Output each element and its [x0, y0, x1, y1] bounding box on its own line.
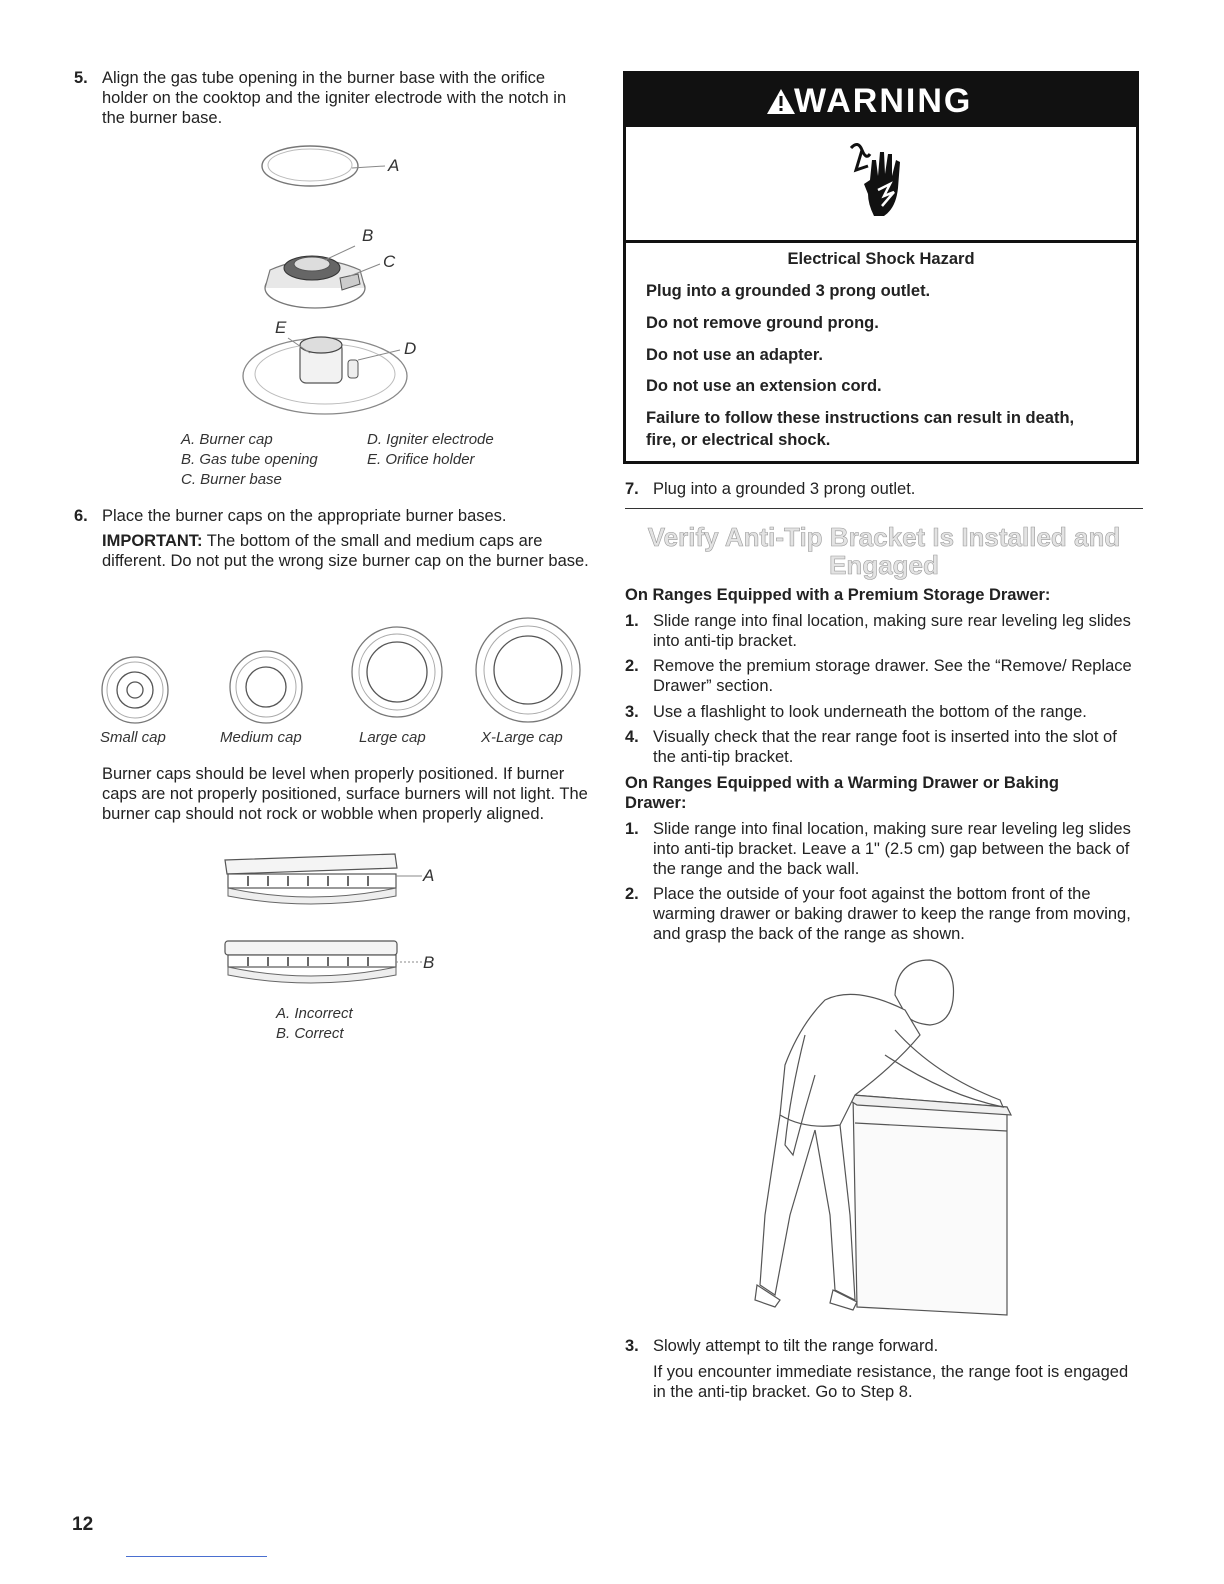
burner-caps-figure	[90, 615, 590, 725]
warning-divider	[626, 240, 1136, 243]
legend-item: B. Correct	[276, 1025, 344, 1042]
figure-label-c: C	[383, 252, 396, 271]
figure-label-d: D	[404, 339, 417, 358]
step-number: 1.	[625, 820, 639, 838]
cap-label-xlarge: X-Large cap	[481, 729, 563, 746]
hazard-line: Do not use an adapter.	[646, 346, 823, 364]
premium-step-2	[625, 656, 1137, 698]
premium-step-3	[625, 702, 1137, 724]
step-text: Remove the premium storage drawer. See the “Remove/ Replace Drawer” section.	[653, 657, 1132, 695]
burner-cap-drawing	[262, 146, 358, 186]
step-text: Visually check that the rear range foot is inserted into the slot of the anti-tip bracket.	[653, 728, 1117, 766]
footer-rule	[126, 1556, 267, 1557]
hazard-title: Electrical Shock Hazard	[787, 250, 975, 268]
figure-label-b: B	[362, 226, 374, 245]
legend-item: C. Burner base	[181, 471, 282, 488]
legend-item: D. Igniter electrode	[367, 431, 494, 448]
figure-2-legend	[276, 1004, 436, 1044]
warning-triangle-icon	[766, 88, 796, 115]
paragraph-text: Burner caps should be level when properly positioned. If burner caps are not properly positioned, surface burners will not light. The burner cap should not rock or wobble when properly aligned.	[102, 765, 588, 823]
hazard-line: Do not remove ground prong.	[646, 314, 879, 332]
step-number: 4.	[625, 728, 639, 746]
warning-header	[626, 74, 1136, 127]
step-number: 2.	[625, 885, 639, 903]
step-text: Slide range into final location, making sure rear leveling leg slides into anti-tip bracket.	[653, 612, 1131, 650]
step-number: 6.	[74, 507, 88, 525]
xlarge-cap-drawing	[476, 618, 580, 722]
figure-2-label-b: B	[423, 953, 435, 972]
legend-item: A. Burner cap	[181, 431, 273, 448]
figure-label-e: E	[275, 318, 287, 337]
step-number: 1.	[625, 612, 639, 630]
step-text: Place the burner caps on the appropriate burner bases.	[102, 507, 507, 525]
step-7	[625, 479, 1135, 503]
step-text: Plug into a grounded 3 prong outlet.	[653, 480, 916, 498]
large-cap-drawing	[352, 627, 442, 717]
step-number: 3.	[625, 703, 639, 721]
step-3-followup	[653, 1362, 1137, 1402]
cap-label-medium: Medium cap	[220, 729, 302, 746]
section-divider	[625, 508, 1143, 509]
burner-exploded-figure	[230, 138, 450, 423]
premium-drawer-heading: On Ranges Equipped with a Premium Storage Drawer:	[625, 586, 1051, 604]
figure-label-a: A	[388, 156, 400, 175]
electrical-shock-icon	[848, 140, 920, 224]
burner-base-drawing	[265, 246, 380, 308]
warming-step-1	[625, 819, 1137, 881]
step-text: Align the gas tube opening in the burner base with the orifice holder on the cooktop and the igniter electrode with the notch in the burner base.	[102, 69, 567, 127]
warning-title: WARNING	[794, 82, 973, 120]
section-title-line-2: Engaged	[829, 550, 939, 580]
step-text: Slowly attempt to tilt the range forward.	[653, 1337, 939, 1355]
premium-step-4	[625, 727, 1137, 769]
legend-item: B. Gas tube opening	[181, 451, 318, 468]
step-text: Slide range into final location, making sure rear leveling leg slides into anti-tip bracket. Leave a 1" (2.5 cm) gap between the back of the range and the back wall.	[653, 820, 1131, 878]
step-number: 5.	[74, 69, 88, 87]
warming-step-2	[625, 884, 1137, 946]
hazard-line: Plug into a grounded 3 prong outlet.	[646, 282, 931, 300]
hazard-line: Do not use an extension cord.	[646, 377, 882, 395]
range-tilt-illustration	[745, 955, 1020, 1320]
level-paragraph	[102, 764, 589, 824]
medium-cap-drawing	[230, 651, 302, 723]
figure-1-legend-left	[181, 430, 361, 490]
warming-drawer-heading: On Ranges Equipped with a Warming Drawer or Baking Drawer:	[625, 774, 1059, 812]
section-title-line-1: Verify Anti-Tip Bracket Is Installed and	[647, 522, 1121, 552]
step-number: 2.	[625, 657, 639, 675]
figure-2-label-a: A	[423, 866, 435, 885]
premium-step-1	[625, 611, 1137, 653]
incorrect-alignment-drawing	[225, 854, 422, 904]
cap-alignment-figure	[220, 848, 420, 993]
legend-item: A. Incorrect	[276, 1005, 353, 1022]
important-text: The bottom of the small and medium caps are different. Do not put the wrong size burner cap on the burner base.	[102, 532, 589, 570]
step-text: Place the outside of your foot against the bottom front of the warming drawer or baking drawer to keep the range from moving, and grasp the back of the range as shown.	[653, 885, 1131, 943]
figure-1-legend-right	[367, 430, 547, 470]
section-title	[625, 523, 1143, 579]
page-number: 12	[72, 1514, 94, 1535]
step-5	[74, 68, 589, 130]
important-label: IMPORTANT:	[102, 532, 203, 550]
cap-label-large: Large cap	[359, 729, 426, 746]
step-number: 3.	[625, 1337, 639, 1355]
important-note	[102, 531, 589, 571]
hazard-line: Failure to follow these instructions can result in death,	[646, 409, 1075, 427]
correct-alignment-drawing	[225, 941, 422, 983]
hazard-line: fire, or electrical shock.	[646, 431, 831, 449]
step-text: Use a flashlight to look underneath the bottom of the range.	[653, 703, 1087, 721]
step-number: 7.	[625, 480, 639, 498]
paragraph-text: If you encounter immediate resistance, the range foot is engaged in the anti-tip bracket. Go to Step 8.	[653, 1363, 1129, 1401]
cap-label-small: Small cap	[100, 729, 166, 746]
legend-item: E. Orifice holder	[367, 451, 475, 468]
step-3	[625, 1336, 1137, 1358]
step-6	[74, 506, 589, 530]
cooktop-plate-drawing	[243, 337, 407, 414]
small-cap-drawing	[102, 657, 168, 723]
warning-box	[623, 71, 1139, 464]
